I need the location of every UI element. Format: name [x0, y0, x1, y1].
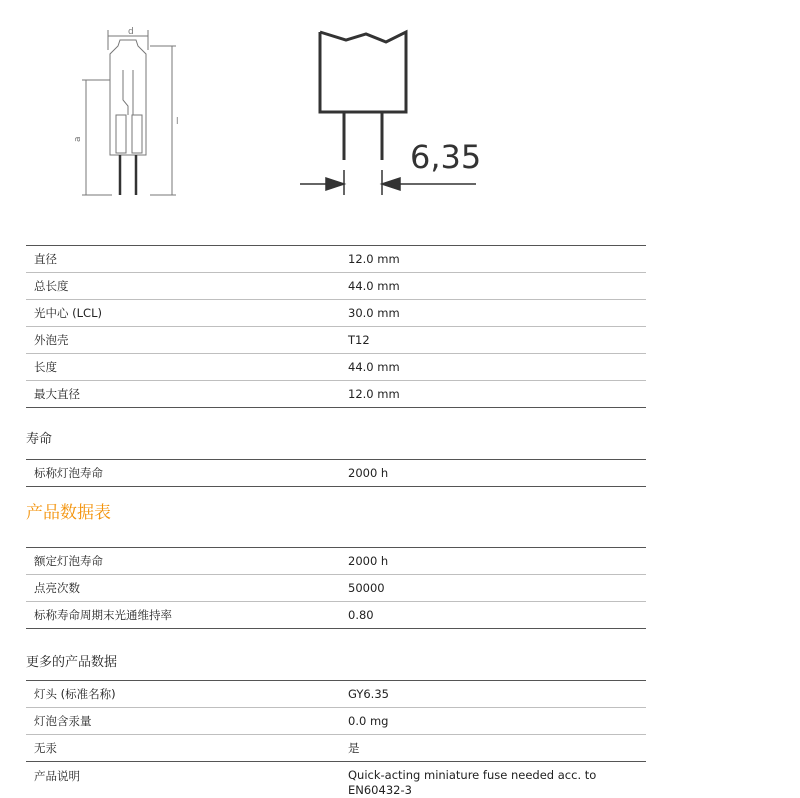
- table-row: [26, 762, 646, 798]
- life-table: [26, 459, 646, 487]
- row-value: 30.0 mm: [348, 306, 400, 320]
- row-label: 点亮次数: [34, 581, 80, 595]
- row-value: T12: [348, 333, 370, 347]
- dim-d-label: d: [128, 27, 134, 37]
- row-label: 标称灯泡寿命: [34, 466, 103, 480]
- row-label: 无汞: [34, 741, 57, 755]
- row-value: 0.80: [348, 608, 374, 622]
- row-value: 是: [348, 741, 360, 755]
- row-label: 额定灯泡寿命: [34, 554, 103, 568]
- row-label: 灯泡含汞量: [34, 714, 92, 728]
- more-data-table: [26, 680, 646, 798]
- product-diagrams: [0, 0, 800, 230]
- section-heading-life: 寿命: [26, 432, 53, 447]
- row-label: 标称寿命周期末光通维持率: [34, 608, 172, 622]
- datasheet-table: [26, 547, 646, 629]
- dim-l-label: l: [176, 117, 179, 127]
- table-row: [26, 708, 646, 735]
- table-row: [26, 245, 646, 273]
- base-pin-drawing: [320, 32, 406, 160]
- dim-a-label: a: [73, 136, 83, 142]
- table-row: [26, 459, 646, 487]
- row-value: 12.0 mm: [348, 387, 400, 401]
- row-label: 长度: [34, 360, 57, 374]
- table-row: [26, 381, 646, 408]
- row-value: 2000 h: [348, 466, 389, 480]
- table-row: [26, 680, 646, 708]
- lamp-dimension-drawing: [82, 30, 176, 195]
- row-label: 光中心 (LCL): [34, 306, 102, 320]
- row-label: 外泡壳: [34, 333, 69, 347]
- row-label: 产品说明: [34, 769, 80, 783]
- row-label: 最大直径: [34, 387, 80, 401]
- section-heading-datasheet: 产品数据表: [26, 503, 111, 523]
- main-specs-table: [26, 245, 646, 408]
- row-value: Quick-acting miniature fuse needed acc. to EN60432-3: [348, 768, 597, 797]
- row-label: 直径: [34, 252, 57, 266]
- table-row: [26, 735, 646, 762]
- table-row: [26, 354, 646, 381]
- row-value: 44.0 mm: [348, 360, 400, 374]
- row-value: 44.0 mm: [348, 279, 400, 293]
- table-row: [26, 602, 646, 629]
- table-row: [26, 547, 646, 575]
- row-value: 12.0 mm: [348, 252, 400, 266]
- table-row: [26, 300, 646, 327]
- row-label: 灯头 (标准名称): [34, 687, 116, 701]
- row-value: 0.0 mg: [348, 714, 389, 728]
- row-value: GY6.35: [348, 687, 389, 701]
- row-value: 2000 h: [348, 554, 389, 568]
- row-value: 50000: [348, 581, 385, 595]
- pin-spacing-label: 6,35: [410, 138, 482, 176]
- table-row: [26, 273, 646, 300]
- row-label: 总长度: [34, 279, 69, 293]
- table-row: [26, 327, 646, 354]
- table-row: [26, 575, 646, 602]
- section-heading-more: 更多的产品数据: [26, 655, 118, 670]
